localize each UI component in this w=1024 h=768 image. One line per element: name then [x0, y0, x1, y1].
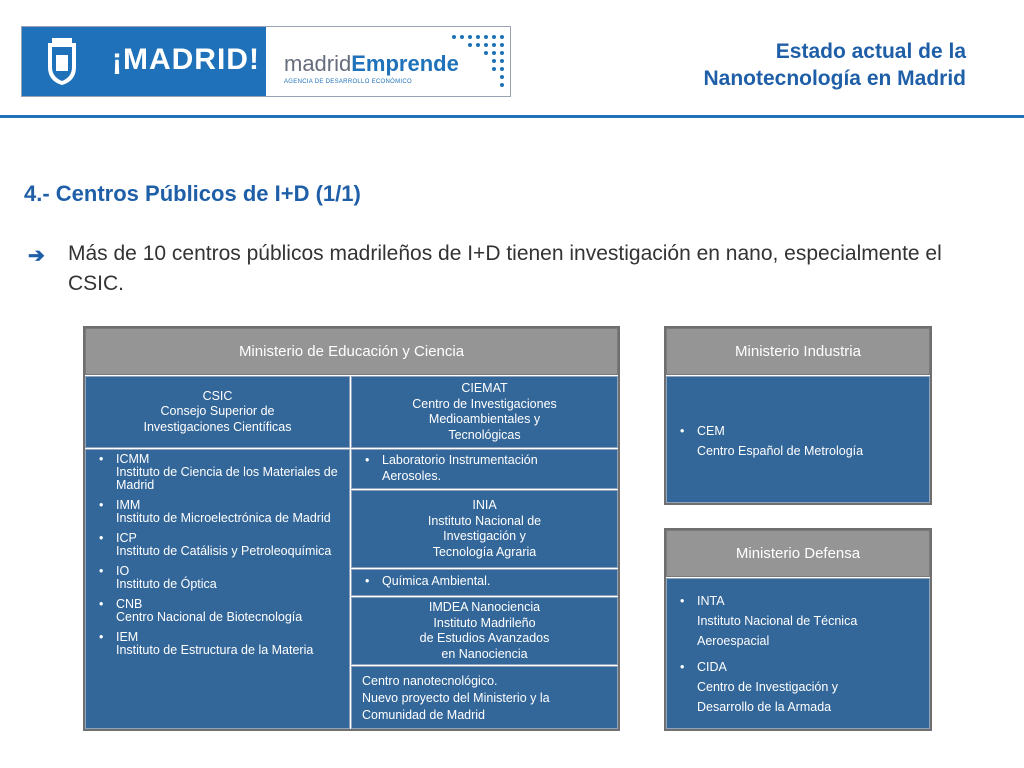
madrid-crest-icon — [42, 37, 82, 87]
header-divider — [0, 115, 1024, 118]
section-title: 4.- Centros Públicos de I+D (1/1) — [24, 181, 361, 206]
inia-item — [351, 569, 618, 596]
defensa-title: Ministerio Defensa — [666, 530, 930, 577]
dots-pattern-icon — [450, 33, 506, 91]
list-item: • ICP Instituto de Catálisis y Petroleoquímica — [86, 532, 349, 558]
list-item: • IMM Instituto de Microelectrónica de Madrid — [86, 499, 349, 525]
list-item: • IEM Instituto de Estructura de la Materia — [86, 631, 349, 657]
header-title: Estado actual de la Nanotecnología en Madrid — [703, 40, 966, 90]
csic-header: CSIC Consejo Superior de Investigaciones Científicas — [85, 376, 350, 448]
madrid-wordmark: ¡MADRID! — [112, 43, 260, 76]
madrid-emprende-wordmark: madridEmprende — [284, 51, 459, 76]
mec-title: Ministerio de Educación y Ciencia — [85, 328, 618, 375]
madrid-logo — [22, 27, 266, 96]
list-item: • IO Instituto de Óptica — [86, 565, 349, 591]
industria-body — [666, 376, 930, 503]
list-item: • CNB Centro Nacional de Biotecnología — [86, 598, 349, 624]
logo-banner — [21, 26, 511, 97]
ciemat-lab — [351, 449, 618, 489]
defensa-body — [666, 578, 930, 729]
imdea-header: IMDEA Nanociencia Instituto Madrileño de Estudios Avanzados en Nanociencia — [351, 597, 618, 665]
inia-header: INIA Instituto Nacional de Investigación y Tecnología Agraria — [351, 490, 618, 568]
list-item: • Laboratorio Instrumentación Aerosoles. — [352, 452, 617, 484]
intro-text: Más de 10 centros públicos madrileños de I+D tienen investigación en nano, especialmente el CSIC. — [68, 242, 942, 295]
industria-title: Ministerio Industria — [666, 328, 930, 375]
csic-institutes — [85, 449, 350, 729]
list-item: • ICMM Instituto de Ciencia de los Materiales de Madrid — [86, 453, 349, 492]
list-item: • CIDA Centro de Investigación y Desarrollo de la Armada — [667, 657, 929, 717]
ciemat-header: CIEMAT Centro de Investigaciones Medioambientales y Tecnológicas — [351, 376, 618, 448]
arrow-right-icon: ➔ — [28, 245, 45, 267]
centro-nanotecnologico: Centro nanotecnológico. Nuevo proyecto del Ministerio y la Comunidad de Madrid — [351, 666, 618, 729]
agencia-tagline: AGENCIA DE DESARROLLO ECONÓMICO — [284, 79, 412, 85]
list-item: • CEM Centro Español de Metrología — [667, 421, 929, 461]
list-item: • Química Ambiental. — [352, 575, 617, 588]
list-item: • INTA Instituto Nacional de Técnica Aeroespacial — [667, 591, 929, 651]
